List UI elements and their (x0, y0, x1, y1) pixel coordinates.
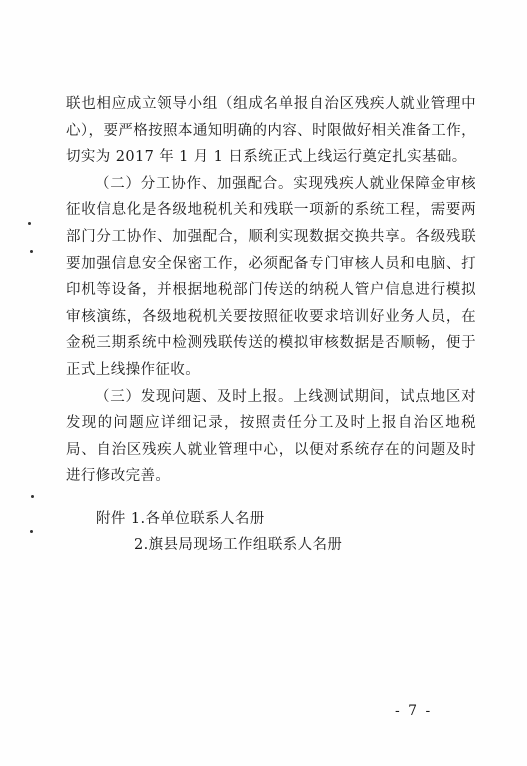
attachment-item-2-text: 2.旗县局现场工作组联系人名册 (134, 537, 343, 553)
document-body (66, 91, 476, 490)
scan-speck (30, 250, 33, 253)
scan-speck (28, 222, 31, 225)
scan-speck (30, 530, 33, 533)
attachment-item-2 (96, 532, 436, 558)
attachment-item-1-text: 1.各单位联系人名册 (130, 511, 265, 527)
paragraph-report-issues: （三）发现问题、及时上报。上线测试期间，试点地区对发现的问题应详细记录，按照责任分工及时上报自治区地税局、自治区残疾人就业管理中心，以便对系统存在的问题及时进行修改完善。 (66, 388, 476, 485)
paragraph-continuation: 联也相应成立领导小组（组成名单报自治区残疾人就业管理中心），要严格按照本通知明确的内容、时限做好相关准备工作，切实为 2017 年 1 月 1 日系统正式上线运行奠定扎实基础。 (66, 96, 476, 166)
attachment-item-1 (96, 506, 436, 532)
page-number: - 7 - (395, 703, 433, 719)
scan-speck (31, 495, 34, 498)
attachments-list (96, 506, 436, 558)
paragraph-division-of-work: （二）分工协作、加强配合。实现残疾人就业保障金审核征收信息化是各级地税机关和残联一项新的系统工程，需要两部门分工协作、加强配合，顺利实现数据交换共享。各级残联要加强信息安全保密工作，必须配备专门审核人员和电脑、打印机等设备，并根据地税部门传送的纳税人管户信息进行模拟审核演练，各级地税机关要按照征收要求培训好业务人员，在金税三期系统中检测残联传送的模拟审核数据是否顺畅，便于正式上线操作征收。 (66, 175, 476, 378)
attachment-prefix: 附件 (96, 511, 126, 527)
